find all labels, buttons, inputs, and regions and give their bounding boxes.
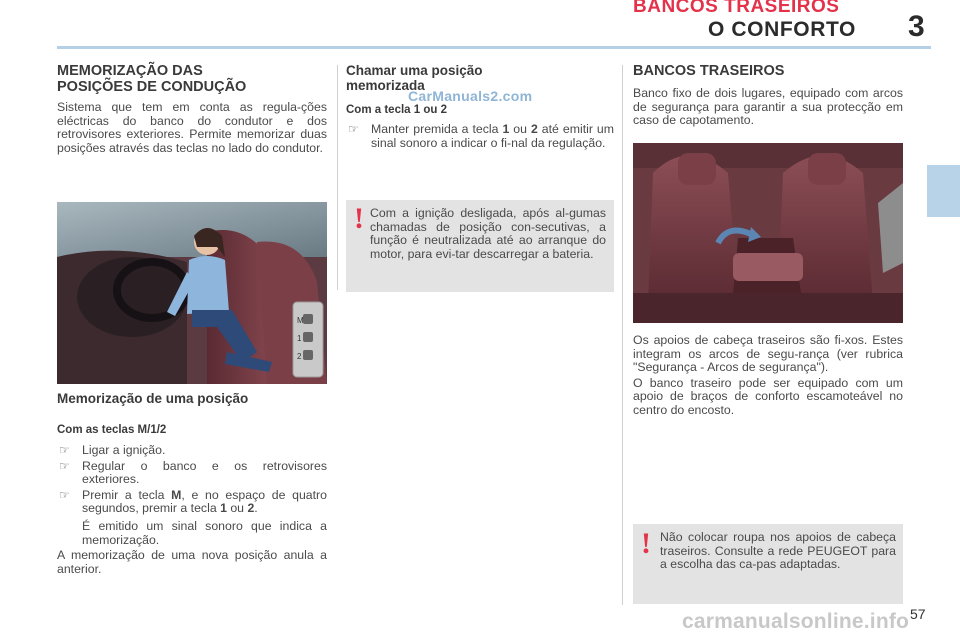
watermark-top: CarManuals2.com bbox=[408, 88, 533, 104]
memorization-title-line1: MEMORIZAÇÃO DAS bbox=[57, 63, 203, 79]
armrest-paragraph: O banco traseiro pode ser equipado com um apoio de braços de conforto escamoteável no centro do encosto. bbox=[633, 375, 903, 417]
step-ignition bbox=[57, 444, 327, 458]
watermark-bottom: carmanualsonline.info bbox=[682, 610, 910, 633]
step-hold-text: ou bbox=[509, 122, 531, 136]
rear-seats-drawing bbox=[633, 143, 903, 323]
headrests-paragraph: Os apoios de cabeça traseiros são fi-xos. Estes integram os arcos de segu-rança (ver rubrica "Segurança - Arcos de segurança"). bbox=[633, 333, 903, 375]
keys-label: Com as teclas M/1/2 bbox=[57, 424, 167, 436]
step-press bbox=[57, 489, 327, 516]
memorize-subtitle: Memorização de uma posição bbox=[57, 391, 249, 406]
driver-seat-drawing bbox=[57, 202, 327, 384]
panel-key-2: 2 bbox=[297, 352, 302, 361]
step-ignition-text: Ligar a ignição. bbox=[82, 443, 166, 457]
section-title: BANCOS TRASEIROS bbox=[633, 0, 840, 17]
recall-title-line1: Chamar uma posição bbox=[346, 63, 483, 78]
exclamation-icon: ! bbox=[354, 202, 364, 235]
key-1: 1 bbox=[502, 122, 510, 136]
recall-warning-text: Com a ignição desligada, após al-gumas chamadas de posição con-secutivas, a função é neutralizada até ao arranque do motor, para evi-tar descarregar a bateria. bbox=[370, 206, 606, 261]
step-hold bbox=[346, 123, 614, 150]
page-number: 57 bbox=[910, 606, 926, 622]
rear-seats-illustration bbox=[633, 143, 903, 323]
header-rule bbox=[57, 46, 931, 49]
key-2: 2 bbox=[247, 501, 255, 516]
column-divider bbox=[337, 65, 338, 290]
exclamation-icon: ! bbox=[641, 527, 651, 560]
memorize-steps bbox=[57, 444, 327, 576]
pointing-hand-icon: ☞ bbox=[348, 122, 359, 136]
headrest-warning-text: Não colocar roupa nos apoios de cabeça traseiros. Consulte a rede PEUGEOT para a escolha das ca-pas adaptadas. bbox=[660, 530, 896, 572]
rear-seats-title: BANCOS TRASEIROS bbox=[633, 63, 785, 79]
pointing-hand-icon: ☞ bbox=[59, 458, 70, 473]
chapter-number: 3 bbox=[908, 10, 925, 43]
pointing-hand-icon: ☞ bbox=[59, 487, 70, 502]
step-press-text: . bbox=[254, 501, 258, 516]
step-press-text: Premir a tecla bbox=[82, 487, 172, 502]
chapter-title: O CONFORTO bbox=[708, 18, 856, 41]
beep-note: É emitido um sinal sonoro que indica a memorização. bbox=[82, 518, 327, 547]
recall-title-line2: memorizada bbox=[346, 78, 425, 93]
driver-seat-illustration bbox=[57, 202, 327, 384]
memorization-title-line2: POSIÇÕES DE CONDUÇÃO bbox=[57, 79, 247, 95]
recall-keys-label: Com a tecla 1 ou 2 bbox=[346, 104, 447, 116]
step-adjust bbox=[57, 460, 327, 487]
key-1: 1 bbox=[220, 501, 227, 516]
headrest-warning-box bbox=[633, 524, 903, 604]
chapter-tab bbox=[927, 165, 960, 217]
memorization-title bbox=[57, 63, 327, 95]
panel-key-1: 1 bbox=[297, 334, 302, 343]
rear-seats-body bbox=[633, 334, 903, 418]
column-divider bbox=[622, 65, 623, 605]
memorization-intro: Sistema que tem em conta as regula-ções eléctricas do banco do condutor e dos retrovisores exteriores. Permite memorizar duas posições através das teclas no lado do condutor. bbox=[57, 100, 327, 155]
step-press-text: ou bbox=[226, 501, 248, 516]
step-hold-text: até emitir um sinal sonoro a indicar o fi-nal da regulação. bbox=[371, 122, 615, 150]
pointing-hand-icon: ☞ bbox=[59, 443, 70, 457]
step-press-text: , e no espaço de quatro segundos, premir a tecla bbox=[82, 487, 327, 516]
key-2: 2 bbox=[530, 122, 538, 136]
key-m: M bbox=[171, 487, 182, 502]
panel-key-m: M bbox=[297, 316, 304, 325]
rear-seats-intro: Banco fixo de dois lugares, equipado com arcos de segurança para garantir a sua protecção em caso de capotamento. bbox=[633, 86, 903, 128]
step-hold-text: Manter premida a tecla bbox=[371, 122, 503, 136]
recall-warning-box bbox=[346, 200, 614, 292]
overwrite-note: A memorização de uma nova posição anula a anterior. bbox=[57, 548, 327, 576]
recall-step bbox=[346, 123, 614, 150]
step-adjust-text: Regular o banco e os retrovisores exteriores. bbox=[82, 458, 327, 487]
